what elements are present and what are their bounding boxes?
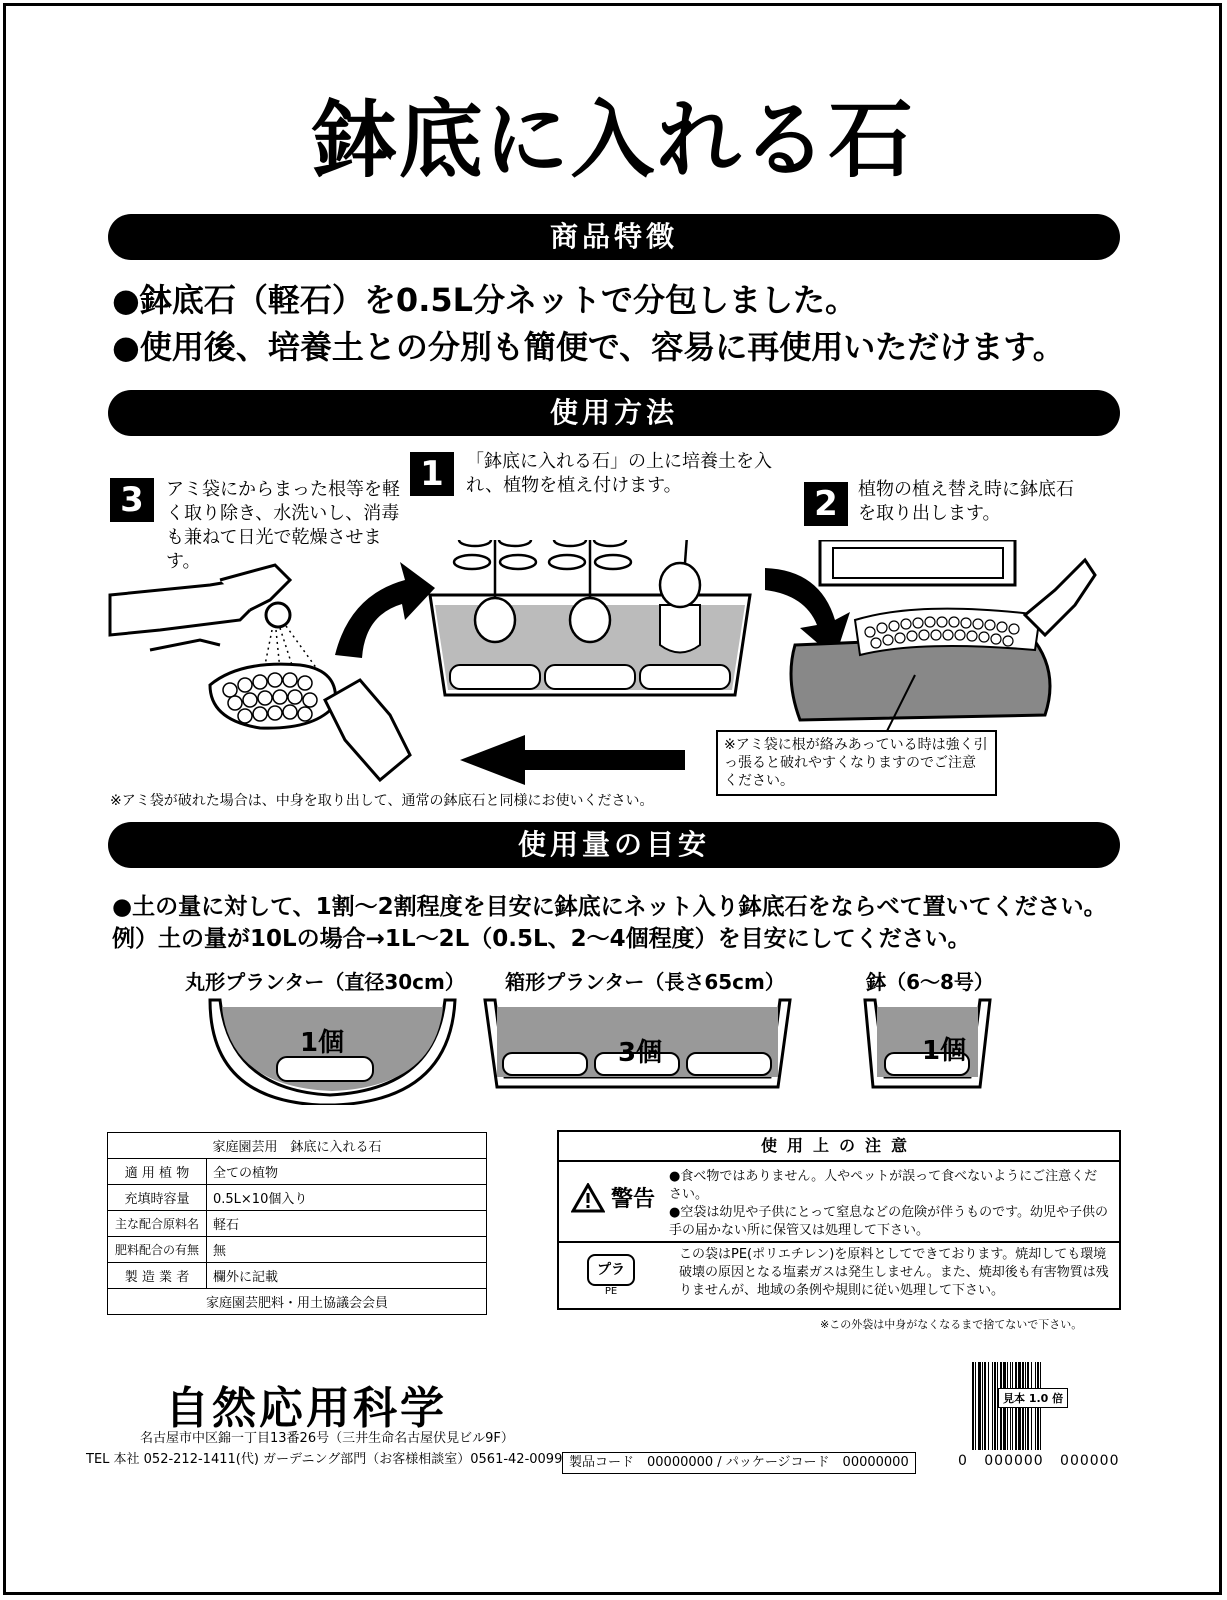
company-address: 名古屋市中区錦一丁目13番26号（三井生命名古屋伏見ビル9F） bbox=[140, 1431, 514, 1446]
planter-label-pot: 鉢（6～8号） bbox=[866, 970, 994, 994]
warning-icon bbox=[571, 1183, 605, 1213]
keep-bag-note: ※この外袋は中身がなくなるまで捨てないで下さい。 bbox=[820, 1318, 1083, 1331]
step-2-text: 植物の植え替え時に鉢底石を取り出します。 bbox=[858, 479, 1074, 524]
broken-bag-note: ※アミ袋が破れた場合は、中身を取り出して、通常の鉢底石と同様にお使いください。 bbox=[110, 793, 654, 809]
net-caution-note: ※アミ袋に根が絡みあっている時は強く引っ張ると破れやすくなりますのでご注意ください。 bbox=[716, 730, 997, 796]
spec-header: 家庭園芸用 鉢底に入れる石 bbox=[108, 1133, 487, 1159]
spec-value: 全ての植物 bbox=[207, 1159, 487, 1185]
recycle-sub-label: PE bbox=[604, 1286, 618, 1297]
washing-illustration bbox=[110, 565, 410, 780]
spec-key: 製 造 業 者 bbox=[108, 1263, 207, 1289]
pe-material-text: この袋はPE(ポリエチレン)を原料としてできております。焼却しても環境破壊の原因となる塩素ガスは発生しません。また、焼却後も有害物質は残りませんが、地域の条例や規則に従い処理して下さい。 bbox=[679, 1247, 1109, 1298]
pla-recycle-icon: プラ bbox=[587, 1254, 635, 1286]
table-row bbox=[108, 1237, 487, 1263]
product-title: 鉢底に入れる石 bbox=[312, 91, 915, 189]
barcode-digits: 0 000000 000000 bbox=[958, 1453, 1120, 1469]
spec-key: 肥料配合の有無 bbox=[108, 1237, 207, 1263]
spec-value: 0.5L×10個入り bbox=[207, 1185, 487, 1211]
spec-value: 軽石 bbox=[207, 1211, 487, 1237]
spec-value: 欄外に記載 bbox=[207, 1263, 487, 1289]
warning-label: 警告 bbox=[611, 1187, 656, 1212]
planter-label-box: 箱形プランター（長さ65cm） bbox=[505, 970, 785, 994]
product-codes: 製品コード 00000000 / パッケージコード 00000000 bbox=[562, 1452, 916, 1474]
round-planter-count: 1個 bbox=[300, 1028, 345, 1058]
step-3-number: 3 bbox=[110, 478, 154, 522]
amount-line-2: 例）土の量が10Lの場合→1L～2L（0.5L、2～4個程度）を目安にしてください。 bbox=[112, 926, 971, 952]
planter-illustration bbox=[430, 540, 750, 695]
spec-value: 無 bbox=[207, 1237, 487, 1263]
caution-box bbox=[557, 1130, 1121, 1310]
spec-footer: 家庭園芸肥料・用土協議会会員 bbox=[108, 1289, 487, 1315]
warning-item-1: ●食べ物ではありません。人やペットが誤って食べないようにご注意ください。 bbox=[669, 1169, 1098, 1202]
amount-heading: 使用量の目安 bbox=[108, 822, 1120, 868]
barcode bbox=[972, 1362, 1120, 1450]
spec-table bbox=[107, 1132, 487, 1315]
recycle-mark bbox=[587, 1254, 635, 1297]
caution-heading: 使用上の注意 bbox=[559, 1132, 1119, 1162]
feature-item-2: ●使用後、培養土との分別も簡便で、容易に再使用いただけます。 bbox=[112, 328, 1065, 366]
company-tel: TEL 本社 052-212-1411(代) ガーデニング部門（お客様相談室）0561-42-0099 bbox=[86, 1452, 563, 1467]
table-row bbox=[108, 1159, 487, 1185]
spec-key: 充填時容量 bbox=[108, 1185, 207, 1211]
table-row bbox=[108, 1185, 487, 1211]
spec-key: 適 用 植 物 bbox=[108, 1159, 207, 1185]
warning-item-2: ●空袋は幼児や子供にとって窒息などの危険が伴うものです。幼児や子供の手の届かない所に保管又は処理して下さい。 bbox=[669, 1205, 1109, 1238]
planter-label-round: 丸形プランター（直径30cm） bbox=[185, 970, 465, 994]
features-heading: 商品特徴 bbox=[108, 214, 1120, 260]
usage-heading: 使用方法 bbox=[108, 390, 1120, 436]
barcode-sample-label: 見本 1.0 倍 bbox=[998, 1388, 1068, 1408]
amount-line-1: ●土の量に対して、1割～2割程度を目安に鉢底にネット入り鉢底石をならべて置いてください。 bbox=[112, 894, 1107, 920]
warning-label-group bbox=[571, 1182, 655, 1213]
company-name: 自然応用科学 bbox=[165, 1383, 447, 1434]
step-2-number: 2 bbox=[804, 482, 848, 526]
table-row bbox=[108, 1211, 487, 1237]
box-planter-count: 3個 bbox=[618, 1038, 663, 1068]
pot-count: 1個 bbox=[922, 1036, 967, 1066]
step-3-text: アミ袋にからまった根等を軽く取り除き、水洗いし、消毒も兼ねて日光で乾燥させます。 bbox=[166, 479, 400, 572]
caution-divider bbox=[559, 1240, 1119, 1243]
table-row bbox=[108, 1263, 487, 1289]
step-1-text: 「鉢底に入れる石」の上に培養土を入れ、植物を植え付けます。 bbox=[466, 451, 772, 496]
step-1-number: 1 bbox=[410, 452, 454, 496]
feature-item-1: ●鉢底石（軽石）を0.5L分ネットで分包しました。 bbox=[112, 281, 858, 319]
spec-key: 主な配合原料名 bbox=[108, 1211, 207, 1237]
